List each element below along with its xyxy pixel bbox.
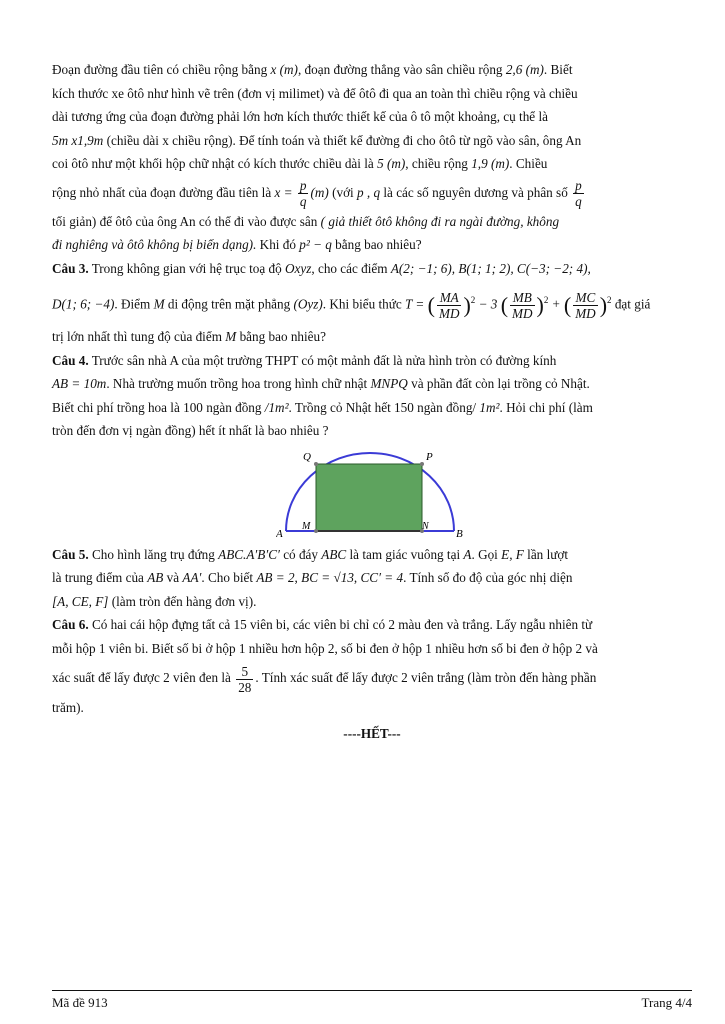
problem2-line5: coi ôtô như một khối hộp chữ nhật có kích thước chiều dài là 5 (m), chiều rộng 1,9 (m). Chiều — [52, 156, 548, 171]
question-5-line3: [A, CE, F] (làm tròn đến hàng đơn vị). — [52, 593, 257, 609]
problem2-line6: rộng nhỏ nhất của đoạn đường đầu tiên là x = $\frac{p}{q}$ (m) (với p , q là các số nguyên dương và phân số $\frac{p}{q}$ — [52, 177, 582, 209]
question-3: Câu 3. Trong không gian với hệ trục toạ độ Oxyz, cho các điểm A(2; −1; 6), B(1; 1; 2), C(−3; −2; 4), — [52, 260, 591, 276]
math: 2,6 (m) — [505, 62, 544, 77]
label-q: Q — [303, 450, 311, 463]
math: 1,9 (m) — [471, 156, 510, 171]
problem2-line2: kích thước xe ôtô như hình vẽ trên (đơn vị milimet) và để ôtô đi qua an toàn thì chiều rộng và chiều — [52, 85, 578, 101]
label-a: A — [276, 527, 283, 539]
fraction-mb-md: $\frac{MB}{MD}$ — [512, 289, 533, 321]
fraction-5-28: $\frac{5}{28}$ — [238, 663, 252, 695]
question-6-line2: mỗi hộp 1 viên bi. Biết số bi ở hộp 1 nhiều hơn hộp 2, số bi đen ở hộp 1 nhiều hơn số bi đen ở hộp 2 và — [52, 640, 598, 656]
label-b: B — [456, 527, 463, 539]
page-number: Trang 4/4 — [641, 995, 692, 1010]
question-3-line3: trị lớn nhất thì tung độ của điểm M bằng bao nhiêu? — [52, 329, 326, 345]
fraction-p-over-q: $\frac{p}{q}$ — [299, 177, 307, 209]
question-label: Câu 5. — [52, 546, 89, 562]
question-label: Câu 3. — [52, 260, 89, 276]
question-4-line3: Biết chi phí trồng hoa là 100 ngàn đồng /1m². Trồng cỏ Nhật hết 150 ngàn đồng/ 1m². Hỏi chi phí (làm — [52, 399, 593, 415]
question-4-line2: AB = 10m. Nhà trường muốn trồng hoa trong hình chữ nhật MNPQ và phần đất còn lại trồng cỏ Nhật. — [52, 376, 590, 392]
page-content — [52, 58, 692, 745]
question-3-line2: D(1; 6; −4). Điểm M di động trên mặt phẳng (Oyz). Khi biểu thức T = ( $\frac{MA}{MD}$ )$^2$ − 3 ( $\frac{MB}{MD}$ )$^2$ + ( $\frac{MC}{MD}$ )$^2$ đạt giá — [52, 289, 651, 321]
exam-code: Mã đề 913 — [52, 995, 108, 1010]
question-6: Câu 6. Có hai cái hộp đựng tất cả 15 viên bi, các viên bi chỉ có 2 màu đen và trắng. Lấy ngẫu nhiên từ — [52, 617, 593, 633]
fraction-p-over-q-2: $\frac{p}{q}$ — [575, 177, 582, 209]
problem2-line8: đi nghiêng và ôtô không bị biến dạng). Khi đó p² − q bằng bao nhiêu? — [52, 237, 422, 252]
question-4: Câu 4. Trước sân nhà A của một trường THPT có một mảnh đất là nửa hình tròn có đường kính — [52, 352, 557, 368]
question-5: Câu 5. Cho hình lăng trụ đứng ABC.A′B′C′ có đáy ABC là tam giác vuông tại A. Gọi E, F lần lượt — [52, 546, 569, 562]
problem2-line4: 5m x1,9m (chiều dài x chiều rộng). Để tính toán và thiết kế đường đi cho ôtô từ ngõ vào sân, ông An — [52, 132, 582, 148]
problem2-line3: dài tương ứng của đoạn đường phải lớn hơn kích thước thiết kế của ô tô một khoảng, cụ thể là — [52, 109, 548, 124]
question-6-line3: xác suất để lấy được 2 viên đen là $\frac{5}{28}$ . Tính xác suất để lấy được 2 viên trắng (làm tròn đến hàng phần — [52, 663, 597, 695]
end-marker: ----HẾT--- — [343, 725, 401, 741]
flower-rectangle — [316, 464, 422, 531]
label-n: N — [422, 520, 429, 532]
question-4-line4: tròn đến đơn vị ngàn đồng) hết ít nhất là bao nhiêu ? — [52, 423, 329, 439]
semicircle-figure — [276, 447, 476, 539]
question-label: Câu 6. — [52, 617, 89, 633]
math: 5m x1,9m — [52, 132, 104, 148]
math: 5 (m) — [377, 156, 406, 171]
question-6-line4: trăm). — [52, 700, 84, 716]
page-footer — [52, 990, 692, 1011]
label-m: M — [302, 520, 311, 532]
fraction-ma-md: $\frac{MA}{MD}$ — [438, 289, 460, 321]
label-p: P — [426, 450, 433, 463]
question-label: Câu 4. — [52, 352, 89, 368]
problem2-line7: tối giản) để ôtô của ông An có thể đi vào được sân ( giả thiết ôtô không đi ra ngài đường, không — [52, 213, 560, 229]
question-5-line2: là trung điểm của AB và AA′. Cho biết AB = 2, BC = √13, CC′ = 4. Tính số đo độ của góc nhị diện — [52, 570, 573, 586]
problem2-line1: Đoạn đường đầu tiên có chiều rộng bằng x (m), đoạn đường thẳng vào sân chiều rộng 2,6 (m). Biết — [52, 62, 573, 77]
math: x (m) — [270, 62, 298, 77]
fraction-mc-md: $\frac{MC}{MD}$ — [575, 289, 596, 321]
